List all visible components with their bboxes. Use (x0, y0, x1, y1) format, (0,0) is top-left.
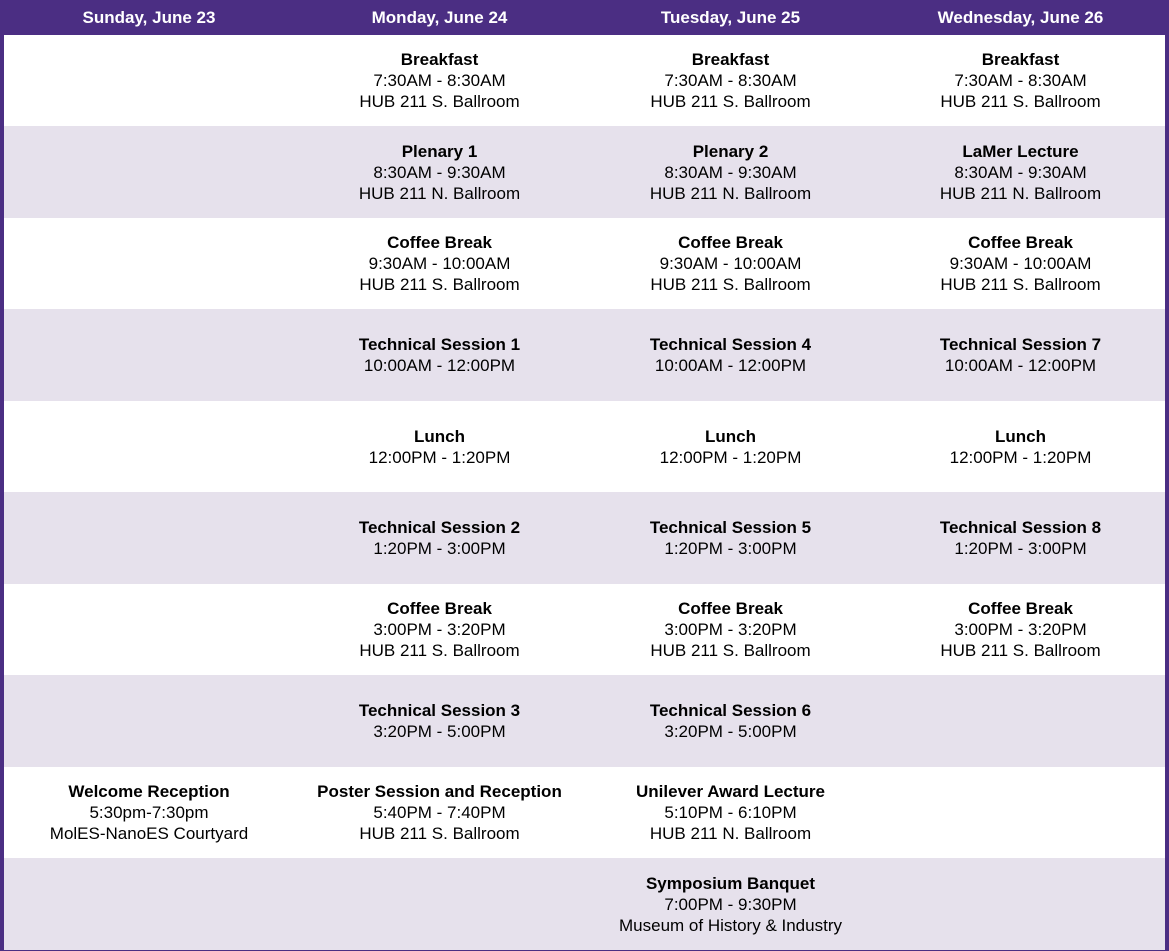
event-location: HUB 211 S. Ballroom (359, 824, 520, 843)
event-time: 9:30AM - 10:00AM (659, 254, 802, 273)
event-location: HUB 211 S. Ballroom (359, 641, 520, 660)
event-time: 5:10PM - 6:10PM (664, 803, 797, 822)
event-title: Technical Session 3 (358, 701, 521, 720)
table-row (4, 767, 1165, 858)
event-time: 9:30AM - 10:00AM (949, 254, 1092, 273)
schedule-cell (876, 492, 1165, 584)
schedule-cell (876, 35, 1165, 126)
event-title: Lunch (705, 426, 756, 446)
event-time: 9:30AM - 10:00AM (368, 254, 511, 273)
event-time: 1:20PM - 3:00PM (373, 539, 506, 558)
event-title: Technical Session 2 (358, 518, 521, 537)
table-row (4, 309, 1165, 401)
event-title: LaMer Lecture (962, 141, 1079, 161)
day-header-sunday: Sunday, June 23 (4, 0, 294, 35)
schedule-cell (585, 218, 876, 309)
event-title: Unilever Award Lecture (636, 782, 825, 801)
schedule-cell (294, 675, 585, 767)
day-header-tuesday: Tuesday, June 25 (585, 0, 876, 35)
schedule-cell (4, 767, 294, 858)
schedule-cell (294, 126, 585, 218)
event-location: HUB 211 S. Ballroom (940, 275, 1101, 294)
event-title: Lunch (414, 426, 465, 446)
schedule-cell (294, 584, 585, 675)
table-row (4, 218, 1165, 309)
event-time: 10:00AM - 12:00PM (363, 356, 516, 375)
event-time: 12:00PM - 1:20PM (949, 447, 1092, 467)
event-time: 7:30AM - 8:30AM (954, 71, 1087, 90)
schedule-cell (294, 218, 585, 309)
table-row (4, 858, 1165, 950)
event-title: Coffee Break (678, 599, 783, 618)
schedule-cell-empty (4, 126, 294, 218)
day-header-monday: Monday, June 24 (294, 0, 585, 35)
event-time: 7:30AM - 8:30AM (664, 71, 797, 90)
schedule-cell (585, 35, 876, 126)
event-time: 12:00PM - 1:20PM (659, 447, 802, 467)
event-time: 1:20PM - 3:00PM (954, 539, 1087, 558)
event-time: 3:00PM - 3:20PM (373, 620, 506, 639)
schedule-cell-empty (876, 858, 1165, 950)
event-time: 3:00PM - 3:20PM (664, 620, 797, 639)
event-title: Coffee Break (968, 599, 1073, 618)
schedule-cell (294, 309, 585, 401)
event-title: Technical Session 8 (939, 518, 1102, 537)
event-time: 12:00PM - 1:20PM (368, 447, 511, 467)
event-location: MolES-NanoES Courtyard (49, 824, 249, 843)
event-title: Coffee Break (387, 599, 492, 618)
event-location: HUB 211 S. Ballroom (359, 92, 520, 111)
schedule-cell (294, 35, 585, 126)
event-title: Coffee Break (678, 233, 783, 252)
schedule-table (4, 0, 1165, 950)
schedule-cell-empty (4, 401, 294, 492)
schedule-cell (876, 401, 1165, 492)
event-title: Technical Session 6 (649, 701, 812, 720)
schedule-cell (294, 492, 585, 584)
event-location: HUB 211 N. Ballroom (649, 824, 812, 843)
event-time: 5:30pm-7:30pm (89, 803, 209, 822)
event-title: Technical Session 1 (358, 335, 521, 354)
schedule-cell (585, 767, 876, 858)
event-time: 10:00AM - 12:00PM (654, 356, 807, 375)
event-title: Technical Session 7 (939, 335, 1102, 354)
event-location: HUB 211 N. Ballroom (939, 183, 1102, 203)
event-time: 8:30AM - 9:30AM (664, 162, 797, 182)
schedule-cell-empty (4, 35, 294, 126)
event-location: Museum of History & Industry (619, 915, 842, 935)
schedule-cell-empty (876, 675, 1165, 767)
event-title: Breakfast (691, 50, 770, 69)
event-time: 3:20PM - 5:00PM (373, 722, 506, 741)
event-time: 3:20PM - 5:00PM (664, 722, 797, 741)
schedule-cell-empty (4, 858, 294, 950)
table-row (4, 584, 1165, 675)
header-row (4, 0, 1165, 35)
table-row (4, 492, 1165, 584)
event-title: Coffee Break (387, 233, 492, 252)
event-location: HUB 211 S. Ballroom (940, 641, 1101, 660)
schedule-cell (876, 218, 1165, 309)
schedule-cell (585, 126, 876, 218)
event-title: Plenary 1 (401, 141, 478, 161)
schedule-cell (294, 767, 585, 858)
schedule-cell-empty (876, 767, 1165, 858)
schedule-cell-empty (4, 492, 294, 584)
schedule-cell-empty (4, 675, 294, 767)
event-time: 1:20PM - 3:00PM (664, 539, 797, 558)
table-row (4, 126, 1165, 218)
event-time: 7:00PM - 9:30PM (664, 894, 797, 914)
event-location: HUB 211 S. Ballroom (940, 92, 1101, 111)
schedule-cell (585, 858, 876, 950)
event-title: Plenary 2 (692, 141, 769, 161)
schedule-cell (585, 492, 876, 584)
schedule-cell (876, 126, 1165, 218)
schedule-cell-empty (294, 858, 585, 950)
schedule-cell-empty (4, 309, 294, 401)
event-title: Technical Session 4 (649, 335, 812, 354)
schedule-cell (294, 401, 585, 492)
event-time: 3:00PM - 3:20PM (954, 620, 1087, 639)
event-location: HUB 211 S. Ballroom (650, 641, 811, 660)
schedule-cell-empty (4, 584, 294, 675)
schedule-cell (585, 675, 876, 767)
event-title: Lunch (995, 426, 1046, 446)
table-row (4, 401, 1165, 492)
event-title: Symposium Banquet (645, 873, 816, 893)
event-location: HUB 211 S. Ballroom (359, 275, 520, 294)
event-title: Technical Session 5 (649, 518, 812, 537)
day-header-wednesday: Wednesday, June 26 (876, 0, 1165, 35)
event-title: Breakfast (400, 50, 479, 69)
schedule-cell (585, 584, 876, 675)
event-time: 8:30AM - 9:30AM (373, 162, 506, 182)
table-row (4, 35, 1165, 126)
event-time: 5:40PM - 7:40PM (373, 803, 506, 822)
event-time: 10:00AM - 12:00PM (944, 356, 1097, 375)
schedule-cell (876, 309, 1165, 401)
schedule-cell (585, 309, 876, 401)
event-time: 7:30AM - 8:30AM (373, 71, 506, 90)
event-location: HUB 211 S. Ballroom (650, 275, 811, 294)
schedule-cell (876, 584, 1165, 675)
event-title: Breakfast (981, 50, 1060, 69)
event-title: Welcome Reception (68, 782, 230, 801)
event-location: HUB 211 N. Ballroom (358, 183, 521, 203)
schedule-cell (585, 401, 876, 492)
event-title: Coffee Break (968, 233, 1073, 252)
event-location: HUB 211 S. Ballroom (650, 92, 811, 111)
table-row (4, 675, 1165, 767)
event-title: Poster Session and Reception (317, 782, 562, 801)
schedule-cell-empty (4, 218, 294, 309)
event-location: HUB 211 N. Ballroom (649, 183, 812, 203)
event-time: 8:30AM - 9:30AM (954, 162, 1087, 182)
